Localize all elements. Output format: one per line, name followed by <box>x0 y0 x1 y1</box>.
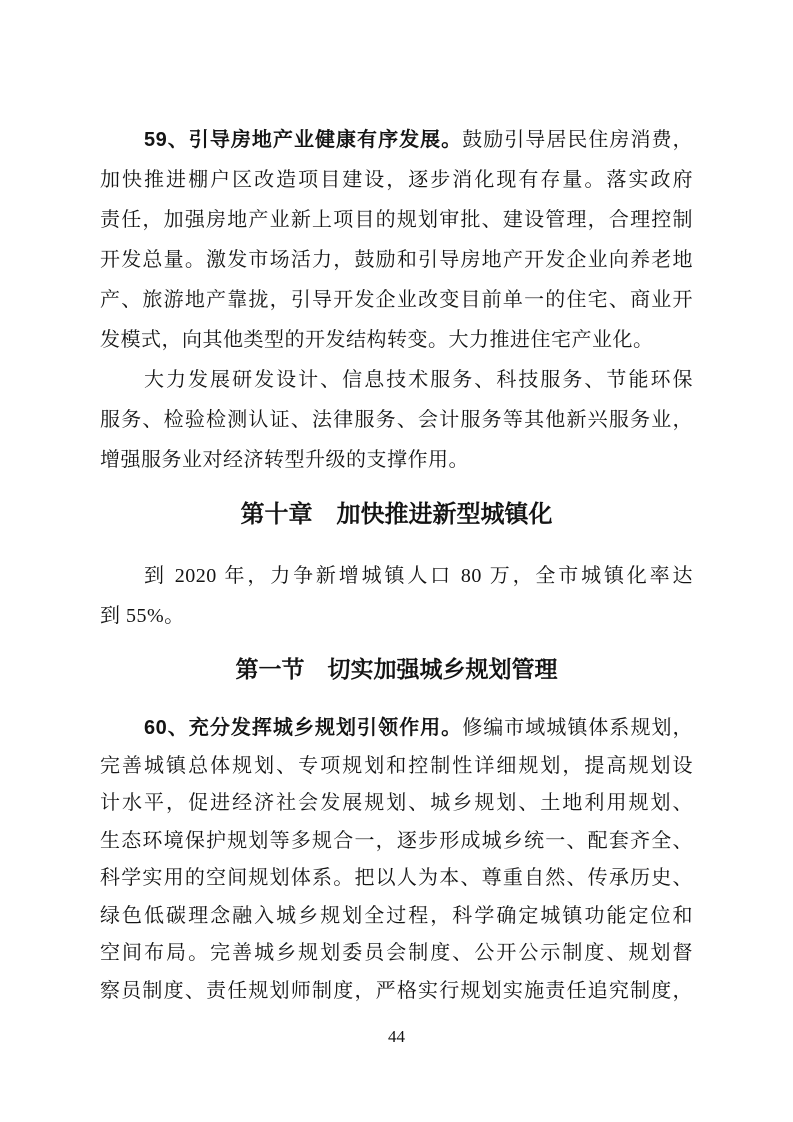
paragraph-services <box>100 360 693 480</box>
paragraph-60-line-7: 空间布局。完善城乡规划委员会制度、公开公示制度、规划督 <box>100 942 693 964</box>
paragraph-urbanization-line-1: 到 2020 年，力争新增城镇人口 80 万，全市城镇化率达 <box>144 565 693 587</box>
paragraph-services-line-1: 大力发展研发设计、信息技术服务、科技服务、节能环保 <box>144 369 693 391</box>
paragraph-urbanization-line-2: 到 55%。 <box>100 605 185 627</box>
paragraph-59-line-1 <box>100 120 693 160</box>
paragraph-59-line-5: 产、旅游地产靠拢，引导开发企业改变目前单一的住宅、商业开 <box>100 289 693 311</box>
chapter-heading: 第十章 加快推进新型城镇化 <box>240 501 553 528</box>
paragraph-60-line-3: 计水平，促进经济社会发展规划、城乡规划、土地利用规划、 <box>100 792 693 814</box>
paragraph-59-line-4: 开发总量。激发市场活力，鼓励和引导房地产开发企业向养老地 <box>100 249 693 271</box>
paragraph-59-line-1-text: 鼓励引导居民住房消费， <box>462 129 693 151</box>
paragraph-60-line-2: 完善城镇总体规划、专项规划和控制性详细规划，提高规划设 <box>100 754 693 777</box>
paragraph-60-line-8: 察员制度、责任规划师制度，严格实行规划实施责任追究制度， <box>100 979 693 1002</box>
paragraph-60-line-6: 绿色低碳理念融入城乡规划全过程，科学确定城镇功能定位和 <box>100 904 693 927</box>
page-number: 44 <box>388 1027 405 1046</box>
paragraph-urbanization <box>100 556 693 636</box>
paragraph-60-line-4: 生态环境保护规划等多规合一，逐步形成城乡统一、配套齐全、 <box>100 829 693 852</box>
paragraph-60-bold-lead: 60、充分发挥城乡规划引领作用。 <box>144 717 463 739</box>
paragraph-59-bold-lead: 59、引导房地产业健康有序发展。 <box>144 129 463 151</box>
paragraph-60-line-1 <box>100 710 693 748</box>
paragraph-60-line-5: 科学实用的空间规划体系。把以人为本、尊重自然、传承历史、 <box>100 867 693 889</box>
paragraph-60-line-1-text: 修编市域城镇体系规划， <box>462 717 693 739</box>
paragraph-59-line-2: 加快推进棚户区改造项目建设，逐步消化现有存量。落实政府 <box>100 169 693 191</box>
paragraph-60 <box>100 710 693 1010</box>
paragraph-59-line-6: 发模式，向其他类型的开发结构转变。大力推进住宅产业化。 <box>100 329 654 351</box>
paragraph-59-line-3: 责任，加强房地产业新上项目的规划审批、建设管理，合理控制 <box>100 209 693 231</box>
paragraph-services-line-3: 增强服务业对经济转型升级的支撑作用。 <box>100 449 469 471</box>
paragraph-59 <box>100 120 693 360</box>
paragraph-services-line-2: 服务、检验检测认证、法律服务、会计服务等其他新兴服务业， <box>100 409 693 431</box>
text-block <box>100 120 693 1010</box>
section-heading: 第一节 切实加强城乡规划管理 <box>235 657 558 682</box>
